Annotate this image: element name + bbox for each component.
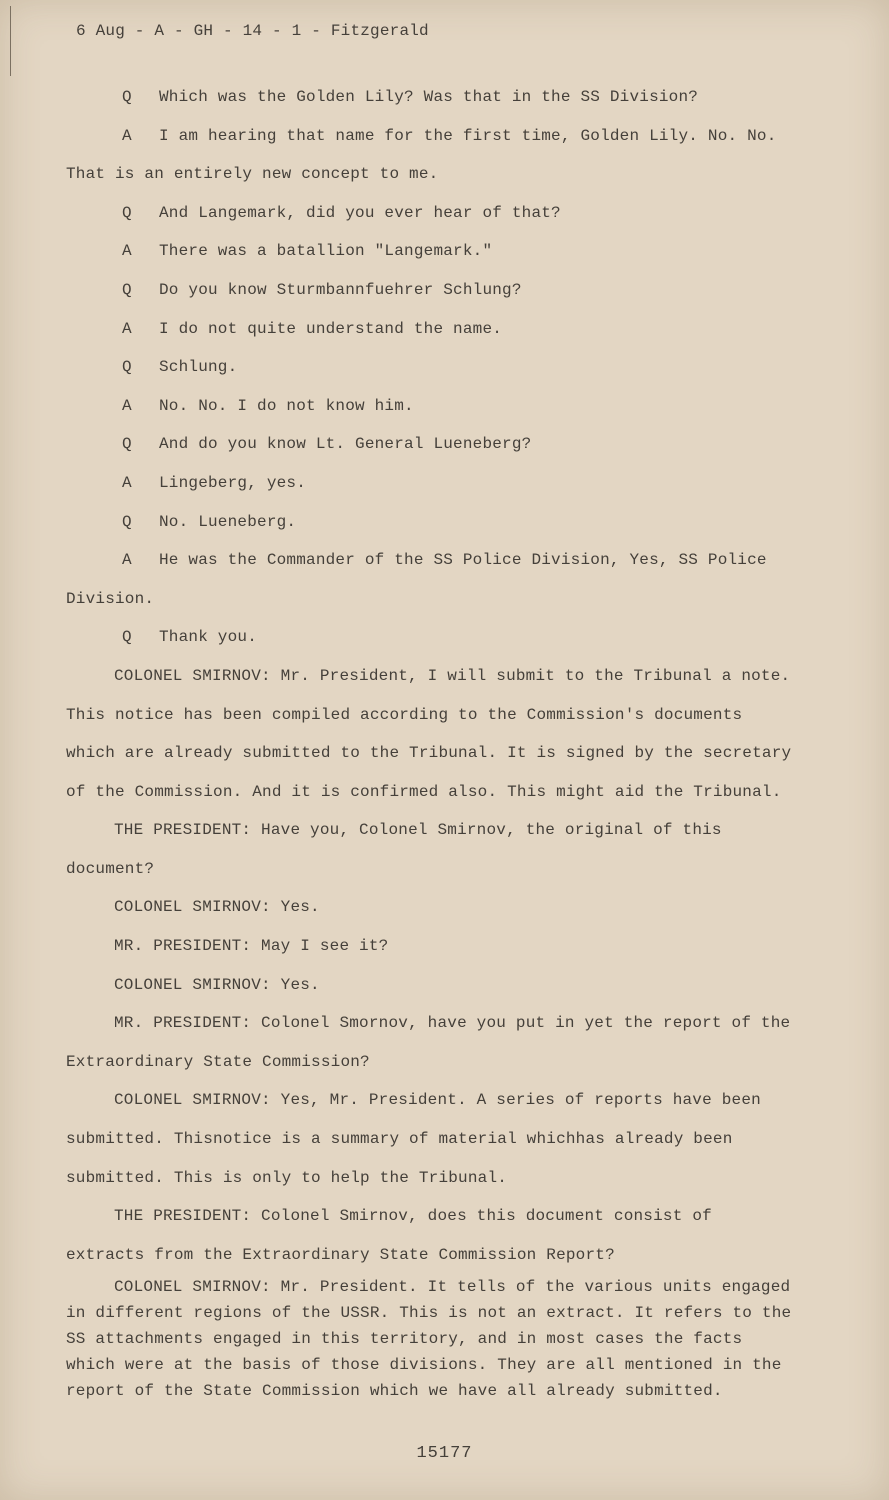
speech-paragraph <box>66 1197 792 1274</box>
speaker-label: Q <box>122 435 132 454</box>
speaker-label: A <box>122 473 132 492</box>
utterance: Colonel Smirnov, does this document consist of extracts from the Extraordinary State Commission Report? <box>66 1207 712 1264</box>
qa-line <box>66 232 792 271</box>
qa-line <box>66 503 792 542</box>
speaker-label: Q <box>122 512 132 531</box>
speaker-label: Q <box>122 358 132 377</box>
utterance: Schlung. <box>159 358 238 377</box>
speaker-label: A <box>122 396 132 415</box>
speech-paragraph <box>66 1081 792 1197</box>
qa-line <box>66 348 792 387</box>
speaker-label: Q <box>122 88 132 106</box>
speech-paragraph <box>66 966 792 1005</box>
speaker-label: MR. PRESIDENT: <box>114 937 252 956</box>
page-number: 15177 <box>416 1444 473 1463</box>
speaker-label: Q <box>122 203 132 222</box>
utterance: There was a batallion "Langemark." <box>159 242 493 261</box>
utterance: I am hearing that name for the first time, Golden Lily. No. No. That is an entirely new concept to me. <box>66 126 777 184</box>
qa-line <box>66 387 792 426</box>
speech-paragraph <box>66 811 792 888</box>
speaker-label: A <box>122 319 132 338</box>
page-header: 6 Aug - A - GH - 14 - 1 - Fitzgerald <box>76 22 429 40</box>
speaker-label: COLONEL SMIRNOV: <box>114 666 271 685</box>
qa-line <box>66 310 792 349</box>
speech-paragraph-final <box>66 1274 792 1404</box>
speaker-label: COLONEL SMIRNOV: <box>114 898 271 917</box>
speaker-label: THE PRESIDENT: <box>114 821 252 840</box>
qa-line <box>66 541 792 618</box>
utterance: Mr. President, I will submit to the Tribunal a note. This notice has been compiled according to the Commission's documents which are already submitted to the Tribunal. It is signed by the secretary of the Commission. And it is confirmed also. This might aid the Tribunal. <box>66 666 792 801</box>
transcript-body <box>66 78 792 1404</box>
utterance: May I see it? <box>261 937 389 956</box>
utterance: Yes. <box>280 898 320 917</box>
utterance: Yes, Mr. President. A series of reports have been submitted. Thisnotice is a summary of material whichhas already been submitted. This is only to help the Tribunal. <box>66 1091 761 1187</box>
qa-line <box>66 78 792 117</box>
speech-paragraph <box>66 888 792 927</box>
qa-line <box>66 464 792 503</box>
utterance: He was the Commander of the SS Police Division, Yes, SS Police Division. <box>66 551 767 608</box>
utterance: And do you know Lt. General Lueneberg? <box>159 435 532 454</box>
qa-line <box>66 271 792 310</box>
speaker-label: THE PRESIDENT: <box>114 1207 252 1226</box>
speaker-label: Q <box>122 280 132 299</box>
utterance: Lingeberg, yes. <box>159 473 307 492</box>
qa-line <box>66 194 792 233</box>
speech-paragraph <box>66 927 792 966</box>
utterance: No. Lueneberg. <box>159 512 297 531</box>
qa-line <box>66 117 792 194</box>
utterance: Do you know Sturmbannfuehrer Schlung? <box>159 280 522 299</box>
utterance: Thank you. <box>159 628 258 647</box>
speaker-label: COLONEL SMIRNOV: <box>114 975 271 994</box>
utterance: Have you, Colonel Smirnov, the original of this document? <box>66 821 722 878</box>
speaker-label: A <box>122 242 132 261</box>
utterance: Colonel Smornov, have you put in yet the report of the Extraordinary State Commission? <box>66 1014 791 1071</box>
speaker-label: A <box>122 126 132 145</box>
speech-paragraph <box>66 657 792 811</box>
qa-line <box>66 425 792 464</box>
speaker-label: MR. PRESIDENT: <box>114 1014 252 1033</box>
speaker-label: A <box>122 551 132 570</box>
utterance: I do not quite understand the name. <box>159 319 503 338</box>
speech-paragraph <box>66 1004 792 1081</box>
utterance: No. No. I do not know him. <box>159 396 414 415</box>
speaker-label: COLONEL SMIRNOV: <box>114 1278 271 1297</box>
speaker-label: Q <box>122 628 132 647</box>
speaker-label: COLONEL SMIRNOV: <box>114 1091 271 1110</box>
utterance: Mr. President. It tells of the various units engaged in different regions of the USSR. This is not an extract. It refers to the SS attachments engaged in this territory, and in most cases the facts which were at the basis of those divisions. They are all mentioned in the report of the State Commission which we have all already submitted. <box>66 1278 792 1401</box>
qa-line <box>66 618 792 657</box>
utterance: Yes. <box>280 975 320 994</box>
utterance: Which was the Golden Lily? Was that in the SS Division? <box>159 88 699 106</box>
utterance: And Langemark, did you ever hear of that? <box>159 203 561 222</box>
